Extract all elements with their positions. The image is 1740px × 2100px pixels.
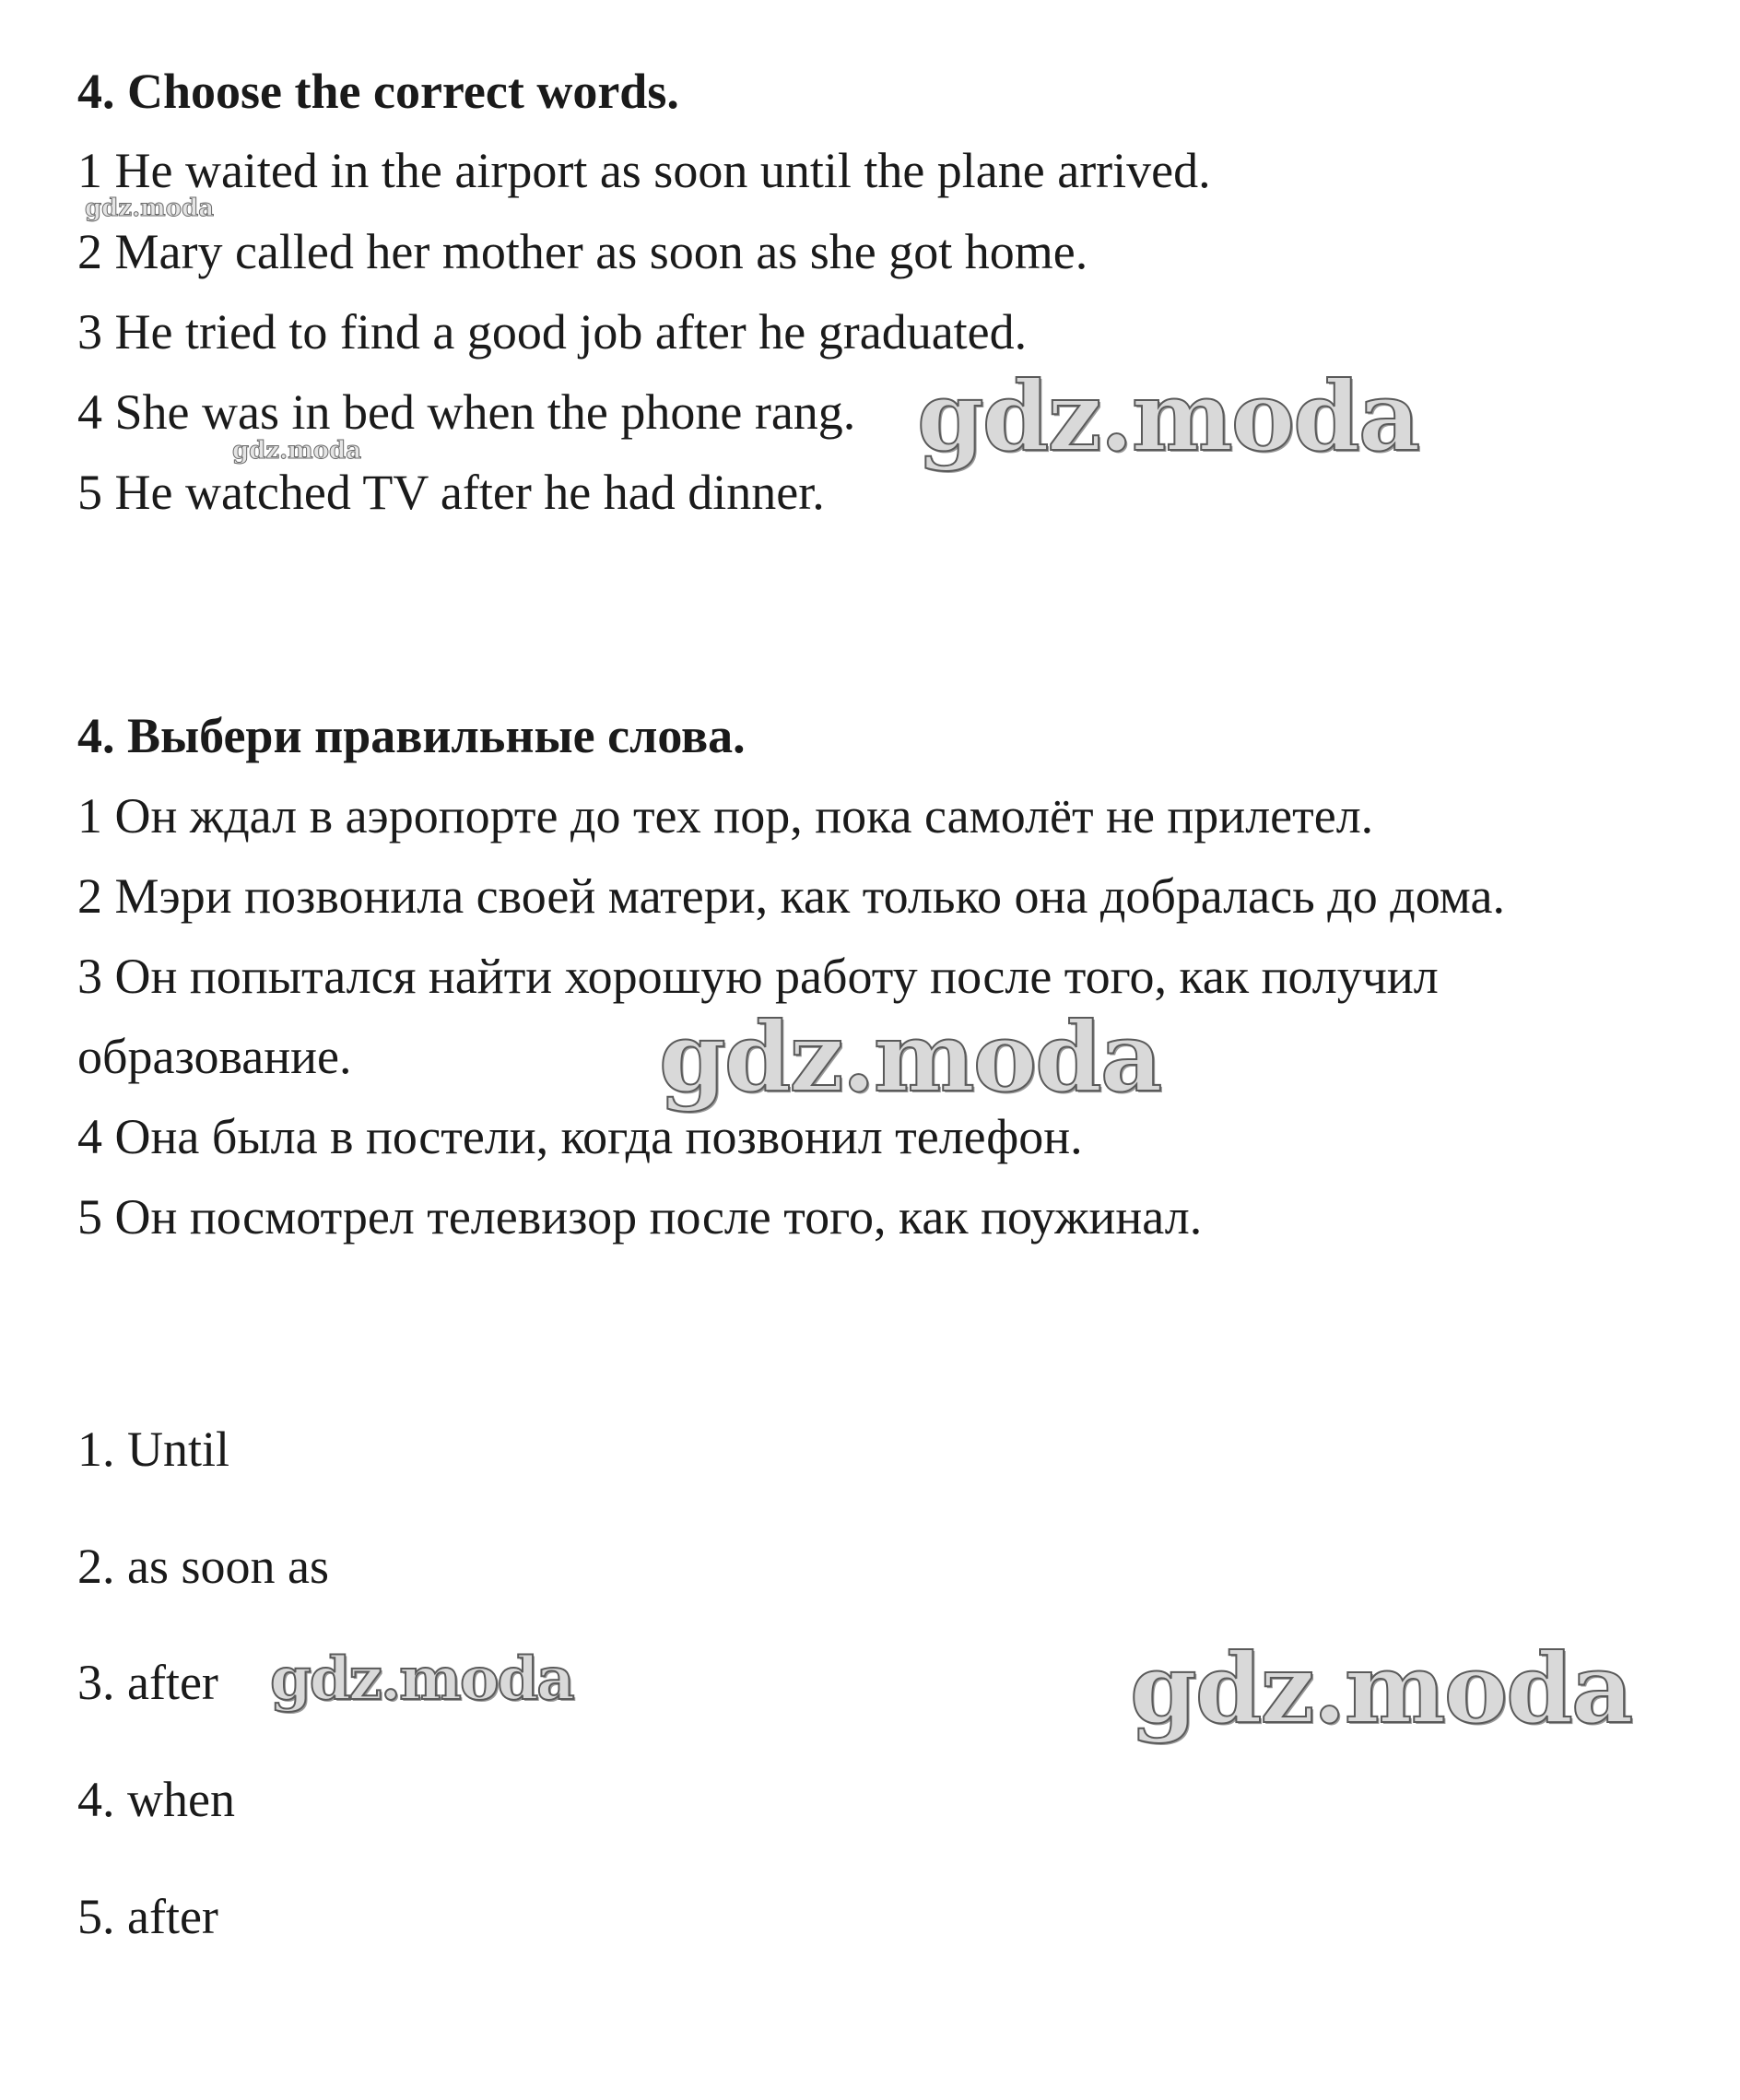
- watermark-large-2: gdz.moda: [659, 1000, 1161, 1114]
- russian-sentence-1: 1 Он ждал в аэропорте до тех пор, пока самолёт не прилетел.: [77, 788, 1374, 844]
- answer-2: 2. as soon as: [77, 1539, 329, 1594]
- russian-sentence-3: 3 Он попытался найти хорошую работу после того, как получил: [77, 949, 1439, 1004]
- answer-4: 4. when: [77, 1772, 235, 1827]
- watermark-small-2: gdz.moda: [232, 437, 362, 465]
- answer-1: 1. Until: [77, 1422, 230, 1477]
- watermark-mid: gdz.moda: [270, 1645, 573, 1714]
- watermark-small-1: gdz.moda: [85, 195, 215, 222]
- russian-sentence-4: 4 Она была в постели, когда позвонил телефон.: [77, 1109, 1083, 1164]
- watermark-large-1: gdz.moda: [917, 360, 1419, 473]
- russian-heading: 4. Выбери правильные слова.: [77, 708, 746, 763]
- watermark-large-3: gdz.moda: [1130, 1632, 1632, 1745]
- russian-sentence-3-continued: образование.: [77, 1029, 352, 1084]
- english-heading: 4. Choose the correct words.: [77, 64, 679, 119]
- english-sentence-1: 1 He waited in the airport as soon until the plane arrived.: [77, 143, 1211, 198]
- english-sentence-3: 3 He tried to find a good job after he graduated.: [77, 304, 1028, 360]
- answer-5: 5. after: [77, 1889, 218, 1944]
- russian-sentence-2: 2 Мэри позвонила своей матери, как только она добралась до дома.: [77, 868, 1505, 924]
- english-sentence-2: 2 Mary called her mother as soon as she got home.: [77, 224, 1088, 279]
- english-sentence-4: 4 She was in bed when the phone rang.: [77, 384, 856, 440]
- english-sentence-5: 5 He watched TV after he had dinner.: [77, 465, 825, 520]
- russian-sentence-5: 5 Он посмотрел телевизор после того, как поужинал.: [77, 1189, 1203, 1245]
- answer-3: 3. after: [77, 1655, 218, 1710]
